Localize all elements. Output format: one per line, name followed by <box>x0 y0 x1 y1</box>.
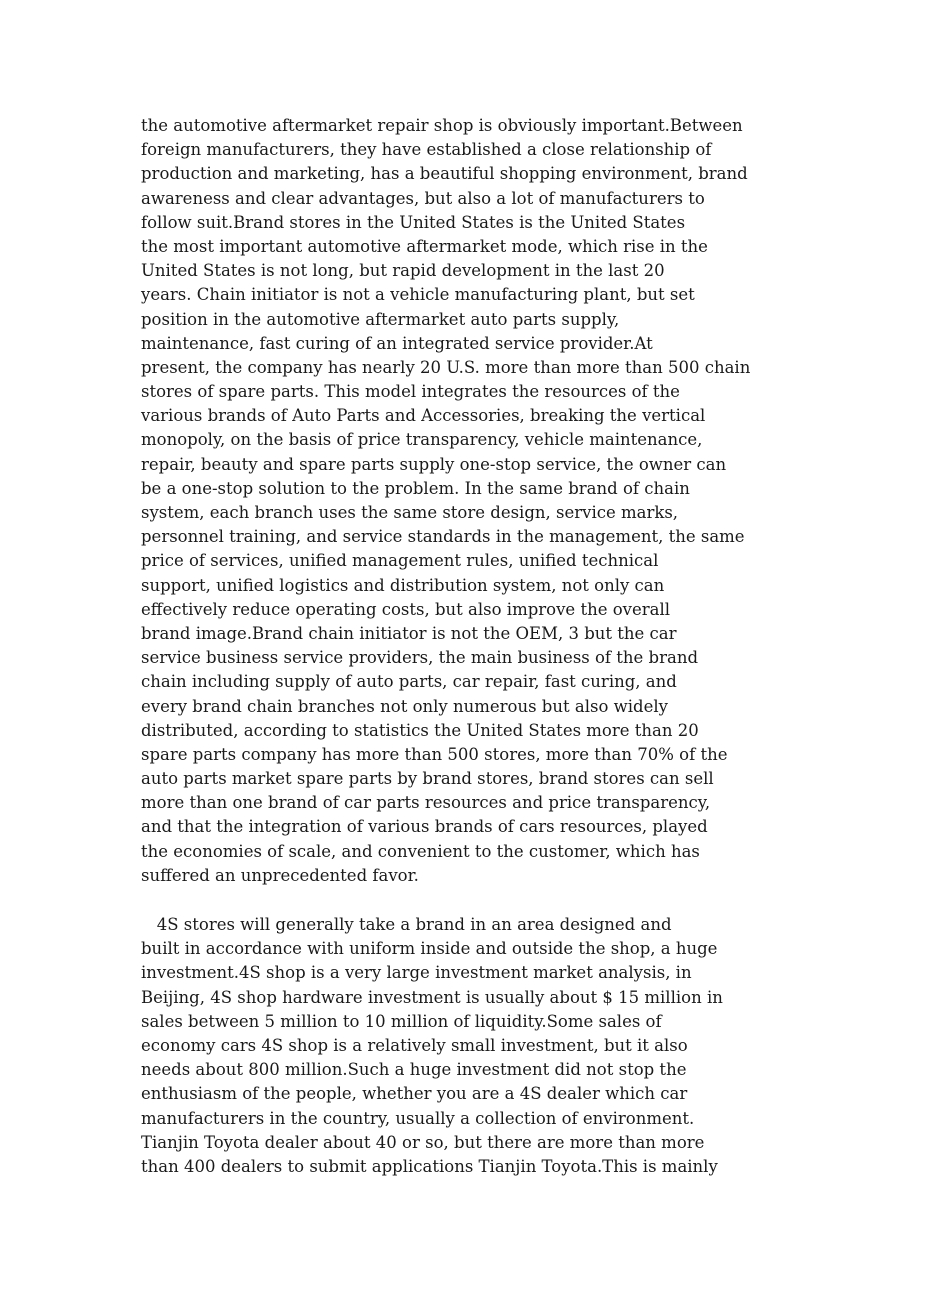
text-line: enthusiasm of the people, whether you are a 4S dealer which car <box>141 1084 688 1104</box>
text-line: investment.4S shop is a very large investment market analysis, in <box>141 963 692 983</box>
text-line: production and marketing, has a beautiful shopping environment, brand <box>141 164 748 184</box>
text-line: and that the integration of various brands of cars resources, played <box>141 817 708 837</box>
paragraph-brand-stores <box>141 114 801 888</box>
text-line: awareness and clear advantages, but also a lot of manufacturers to <box>141 188 705 208</box>
text-line: repair, beauty and spare parts supply one-stop service, the owner can <box>141 454 727 474</box>
text-line: every brand chain branches not only numerous but also widely <box>141 696 668 716</box>
text-line: the most important automotive aftermarket mode, which rise in the <box>141 236 708 256</box>
text-line: maintenance, fast curing of an integrated service provider.At <box>141 333 653 353</box>
text-line: the economies of scale, and convenient to the customer, which has <box>141 841 700 861</box>
text-line: 4S stores will generally take a brand in an area designed and <box>141 915 672 934</box>
text-line: spare parts company has more than 500 stores, more than 70% of the <box>141 744 728 764</box>
text-line: the automotive aftermarket repair shop is obviously important.Between <box>141 116 743 135</box>
text-line: Tianjin Toyota dealer about 40 or so, but there are more than more <box>141 1132 705 1152</box>
text-line: sales between 5 million to 10 million of liquidity.Some sales of <box>141 1011 662 1031</box>
text-line: needs about 800 million.Such a huge investment did not stop the <box>141 1060 687 1080</box>
text-line: service business service providers, the main business of the brand <box>141 648 699 668</box>
text-line: various brands of Auto Parts and Accessories, breaking the vertical <box>141 406 706 426</box>
text-line: built in accordance with uniform inside and outside the shop, a huge <box>141 939 718 959</box>
text-line: price of services, unified management rules, unified technical <box>141 551 659 571</box>
text-line: position in the automotive aftermarket auto parts supply, <box>141 309 620 329</box>
text-line: manufacturers in the country, usually a collection of environment. <box>141 1108 695 1128</box>
text-line: foreign manufacturers, they have established a close relationship of <box>141 140 712 160</box>
text-line: system, each branch uses the same store design, service marks, <box>141 503 679 522</box>
text-line: stores of spare parts. This model integrates the resources of the <box>141 382 680 402</box>
text-line: brand image.Brand chain initiator is not the OEM, 3 but the car <box>141 623 677 643</box>
text-line: more than one brand of car parts resources and price transparency, <box>141 793 711 813</box>
text-line: monopoly, on the basis of price transparency, vehicle maintenance, <box>141 430 703 450</box>
text-line: distributed, according to statistics the United States more than 20 <box>141 720 699 740</box>
text-line: support, unified logistics and distribution system, not only can <box>141 575 665 595</box>
paragraph-4s-stores <box>141 913 801 1179</box>
text-line: chain including supply of auto parts, car repair, fast curing, and <box>141 672 677 692</box>
text-line: present, the company has nearly 20 U.S. more than more than 500 chain <box>141 357 751 377</box>
text-line: auto parts market spare parts by brand stores, brand stores can sell <box>141 769 714 789</box>
text-line: follow suit.Brand stores in the United States is the United States <box>141 212 686 232</box>
text-line: suffered an unprecedented favor. <box>141 865 419 885</box>
text-line: years. Chain initiator is not a vehicle manufacturing plant, but set <box>141 285 695 305</box>
text-line: Beijing, 4S shop hardware investment is usually about $ 15 million in <box>141 987 723 1007</box>
text-line: be a one-stop solution to the problem. In the same brand of chain <box>141 478 690 498</box>
text-line: United States is not long, but rapid development in the last 20 <box>141 261 665 281</box>
text-line: economy cars 4S shop is a relatively small investment, but it also <box>141 1035 688 1055</box>
text-line: personnel training, and service standards in the management, the same <box>141 527 745 547</box>
text-line: than 400 dealers to submit applications Tianjin Toyota.This is mainly <box>141 1156 718 1176</box>
text-line: effectively reduce operating costs, but also improve the overall <box>141 599 671 619</box>
